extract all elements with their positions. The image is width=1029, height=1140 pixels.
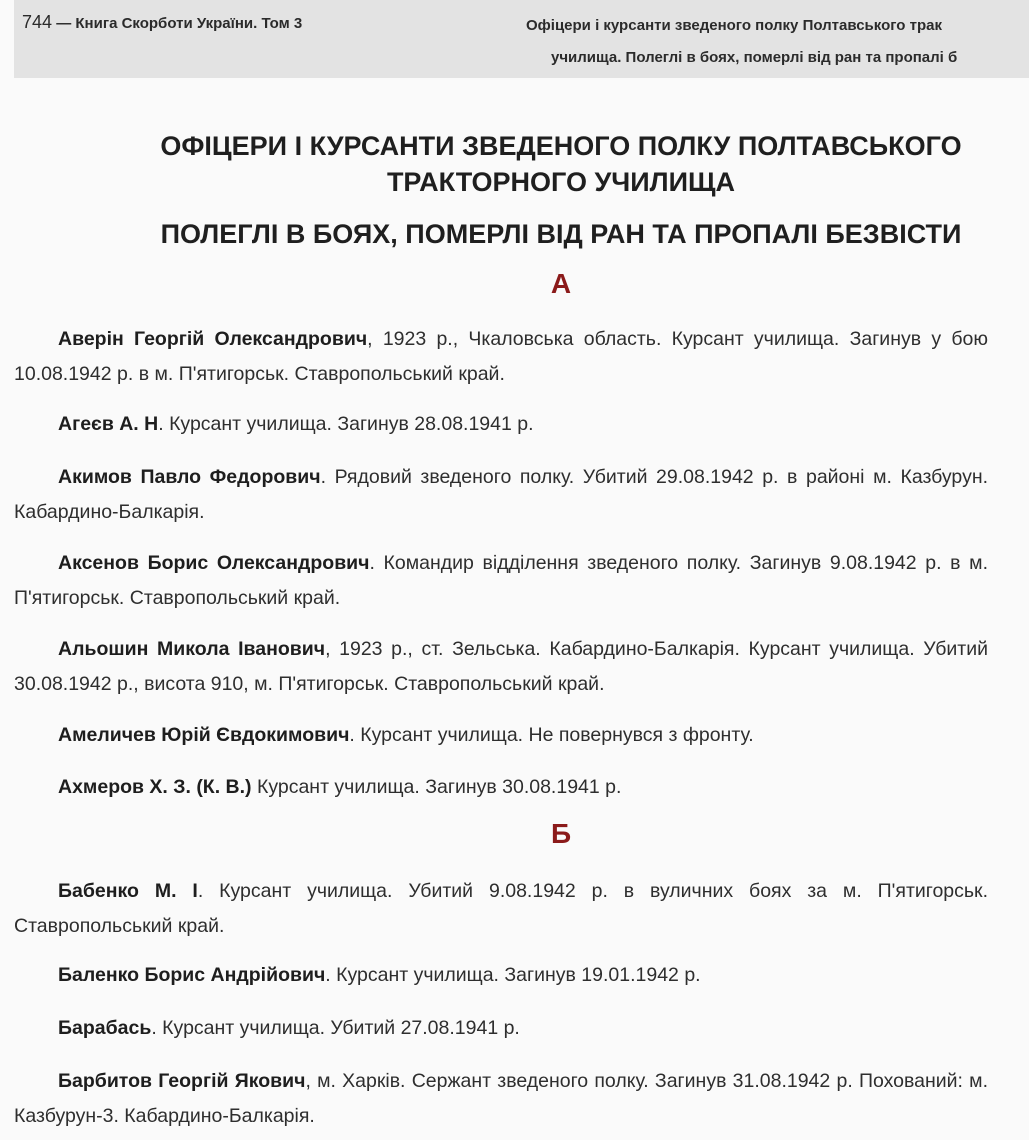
list-item	[14, 322, 988, 392]
entry-name: Аксенов Борис Олександрович	[58, 552, 370, 574]
entry-text: , 1923 р., Чкаловська область. Курсант училища. Загинув у бою 10.08.1942 р. в м. П'ятигорськ. Ставропольський край.	[14, 328, 988, 385]
section-letter: Б	[550, 818, 572, 849]
entry-name: Барабась	[58, 1017, 152, 1039]
list-item	[14, 407, 988, 442]
entry-text: . Курсант училища. Убитий 27.08.1941 р.	[151, 1017, 520, 1039]
entry-text: . Курсант училища. Загинув 28.08.1941 р.	[158, 413, 534, 435]
header-left	[22, 12, 302, 33]
running-header	[14, 0, 1029, 78]
entry-name: Агеєв А. Н	[58, 413, 159, 435]
list-item	[14, 1011, 988, 1046]
page-title-line1: ОФІЦЕРИ І КУРСАНТИ ЗВЕДЕНОГО ПОЛКУ ПОЛТАВСЬКОГО	[160, 131, 962, 161]
list-item	[14, 546, 988, 616]
list-item	[14, 874, 988, 944]
list-item	[14, 770, 988, 805]
list-item	[14, 1064, 988, 1134]
section-letter: А	[550, 268, 572, 299]
entry-name: Баленко Борис Андрійович	[58, 964, 326, 986]
running-title	[526, 10, 957, 74]
book-title: Книга Скорботи України. Том 3	[75, 15, 303, 32]
entry-text: , 1923 р., ст. Зельська. Кабардино-Балкарія. Курсант училища. Убитий 30.08.1942 р., висота 910, м. П'ятигорськ. Ставропольський край.	[14, 638, 988, 695]
entry-name: Альошин Микола Іванович	[58, 638, 326, 660]
page-title-line2: ТРАКТОРНОГО УЧИЛИЩА	[386, 167, 736, 197]
entry-name: Аверін Георгій Олександрович	[58, 328, 368, 350]
running-title-line2: училища. Полеглі в боях, померлі від ран та пропалі б	[551, 49, 958, 66]
list-item	[14, 460, 988, 530]
list-item	[14, 632, 988, 702]
list-item	[14, 718, 988, 753]
entry-text: . Курсант училища. Загинув 19.01.1942 р.	[325, 964, 701, 986]
page-number: 744	[22, 12, 53, 32]
entry-name: Амеличев Юрій Євдокимович	[58, 724, 350, 746]
entry-name: Ахмеров Х. З. (К. В.)	[58, 776, 252, 798]
entry-text: . Курсант училища. Убитий 9.08.1942 р. в вуличних боях за м. П'ятигорськ. Ставропольський край.	[14, 880, 989, 937]
page-subtitle: ПОЛЕГЛІ В БОЯХ, ПОМЕРЛІ ВІД РАН ТА ПРОПАЛІ БЕЗВІСТИ	[160, 219, 962, 249]
entry-text: Курсант училища. Загинув 30.08.1941 р.	[251, 776, 622, 798]
entry-text: . Командир відділення зведеного полку. Загинув 9.08.1942 р. в м. П'ятигорськ. Ставропольський край.	[14, 552, 988, 609]
entry-text: , м. Харків. Сержант зведеного полку. Загинув 31.08.1942 р. Похований: м. Казбурун-3. Кабардино-Балкарія.	[14, 1070, 988, 1127]
entry-name: Акимов Павло Федорович	[58, 466, 321, 488]
entry-text: . Курсант училища. Не повернувся з фронту.	[349, 724, 754, 746]
running-title-line1: Офіцери і курсанти зведеного полку Полтавського трак	[526, 17, 942, 34]
entry-name: Барбитов Георгій Якович	[58, 1070, 306, 1092]
entry-text: . Рядовий зведеного полку. Убитий 29.08.1942 р. в районі м. Казбурун. Кабардино-Балкарія.	[14, 466, 988, 523]
page-title	[100, 128, 1022, 200]
entry-name: Бабенко М. І	[58, 880, 198, 902]
header-dash: —	[52, 15, 76, 32]
list-item	[14, 958, 988, 993]
